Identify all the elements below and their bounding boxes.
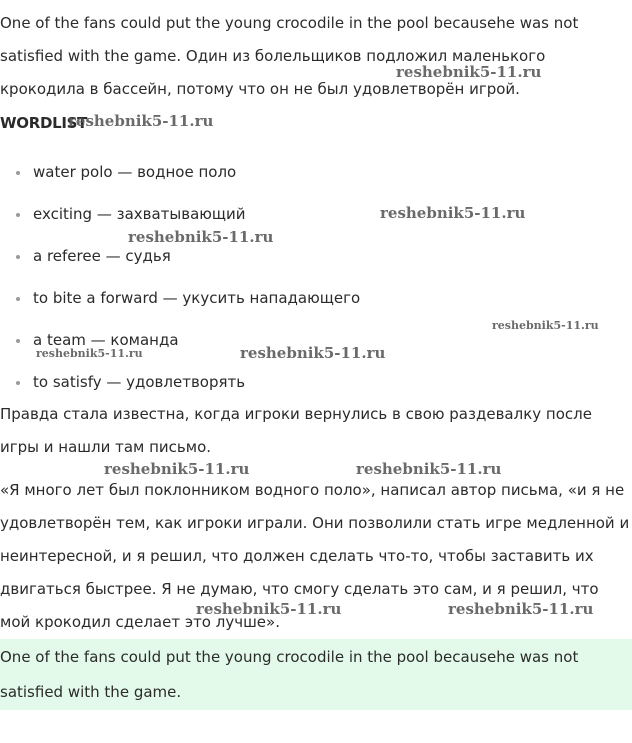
list-item: exciting — захватывающий — [0, 193, 632, 235]
watermark: reshebnik5-11.ru — [36, 347, 143, 360]
list-item: to satisfy — удовлетворять — [0, 361, 632, 403]
list-item: to bite a forward — укусить нападающего — [0, 277, 632, 319]
wordlist — [0, 151, 632, 403]
watermark: reshebnik5-11.ru — [356, 460, 502, 478]
paragraph-truth: Правда стала известна, когда игроки вернулись в свою раздевалку после игры и нашли там письмо. — [0, 405, 592, 456]
watermark: reshebnik5-11.ru — [240, 344, 386, 362]
wordlist-heading: WORDLIST — [0, 114, 88, 132]
paragraph-intro: One of the fans could put the young crocodile in the pool becausehe was not satisfied with the game. Один из болельщиков подложил маленького крокодила в бассейн, потому что он не был удовлетворён игрой. — [0, 14, 579, 98]
paragraph-letter: «Я много лет был поклонником водного поло», написал автор письма, «и я не удовлетворён тем, как игроки играли. Они позволили стать игре медленной и неинтересной, и я решил, что должен сделать что-то, чтобы заставить их двигаться быстрее. Я не думаю, что смогу сделать это сам, и я решил, что мой крокодил сделает это лучше». — [0, 481, 630, 631]
list-item: a referee — судья — [0, 235, 632, 277]
watermark: reshebnik5-11.ru — [380, 204, 526, 222]
watermark: reshebnik5-11.ru — [492, 319, 599, 332]
watermark: reshebnik5-11.ru — [128, 228, 274, 246]
watermark: reshebnik5-11.ru — [196, 600, 342, 618]
watermark: reshebnik5-11.ru — [68, 112, 214, 130]
watermark: reshebnik5-11.ru — [396, 63, 542, 81]
watermark: reshebnik5-11.ru — [104, 460, 250, 478]
answer-box — [0, 639, 632, 710]
watermark: reshebnik5-11.ru — [448, 600, 594, 618]
list-item: a team — команда — [0, 319, 632, 361]
answer-text: One of the fans could put the young crocodile in the pool becausehe was not satisfied with the game. — [0, 648, 579, 701]
list-item: water polo — водное поло — [0, 151, 632, 193]
